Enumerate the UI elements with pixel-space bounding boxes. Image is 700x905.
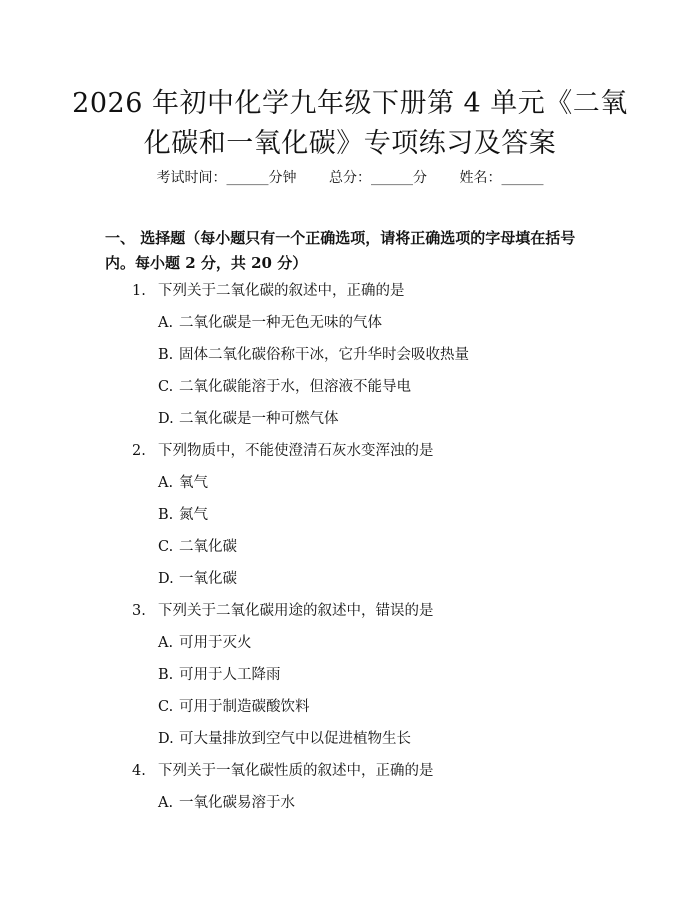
option-text: 一氧化碳 <box>179 571 237 587</box>
q3-option-a <box>158 633 252 653</box>
option-text: 可大量排放到空气中以促进植物生长 <box>179 731 411 747</box>
q2-option-d <box>158 569 237 589</box>
question-1 <box>132 281 405 301</box>
section-heading: 一、 选择题（每小题只有一个正确选项，请将正确选项的字母填在括号内。每小题 2 分，共 20 分） <box>105 229 576 272</box>
q3-option-b <box>158 665 281 685</box>
exam-info <box>0 168 700 188</box>
option-text: 一氧化碳易溶于水 <box>179 795 295 811</box>
question-4 <box>132 761 434 781</box>
option-letter: B. <box>158 507 174 523</box>
option-letter: B. <box>158 347 174 363</box>
option-letter: C. <box>158 699 174 715</box>
question-number: 1. <box>132 283 146 299</box>
q1-option-a <box>158 313 382 333</box>
option-letter: A. <box>158 475 174 491</box>
question-2 <box>132 441 434 461</box>
q4-option-a <box>158 793 295 813</box>
title-line-2: 化碳和一氧化碳》专项练习及答案 <box>143 128 557 159</box>
option-letter: C. <box>158 379 174 395</box>
option-text: 氧气 <box>179 475 208 491</box>
option-text: 氮气 <box>179 507 208 523</box>
question-number: 2. <box>132 443 146 459</box>
option-letter: D. <box>158 731 174 747</box>
question-3 <box>132 601 434 621</box>
title-line-1: 2026 年初中化学九年级下册第 4 单元《二氧 <box>72 88 628 119</box>
question-text: 下列物质中，不能使澄清石灰水变浑浊的是 <box>158 443 434 459</box>
exam-time: 考试时间：______分钟 <box>156 170 297 186</box>
q3-option-d <box>158 729 411 749</box>
q2-option-a <box>158 473 208 493</box>
option-text: 固体二氧化碳俗称干冰，它升华时会吸收热量 <box>179 347 469 363</box>
total-score: 总分：______分 <box>329 170 427 186</box>
q2-option-b <box>158 505 208 525</box>
option-text: 可用于人工降雨 <box>179 667 281 683</box>
q2-option-c <box>158 537 237 557</box>
q1-option-b <box>158 345 469 365</box>
option-letter: A. <box>158 795 174 811</box>
option-letter: A. <box>158 315 174 331</box>
question-number: 4. <box>132 763 146 779</box>
question-text: 下列关于二氧化碳的叙述中，正确的是 <box>158 283 405 299</box>
option-text: 二氧化碳 <box>179 539 237 555</box>
document-title <box>60 84 640 164</box>
option-letter: C. <box>158 539 174 555</box>
student-name: 姓名：______ <box>459 170 544 186</box>
option-text: 可用于灭火 <box>179 635 252 651</box>
option-text: 二氧化碳能溶于水，但溶液不能导电 <box>179 379 411 395</box>
option-letter: D. <box>158 571 174 587</box>
question-text: 下列关于二氧化碳用途的叙述中，错误的是 <box>158 603 434 619</box>
question-text: 下列关于一氧化碳性质的叙述中，正确的是 <box>158 763 434 779</box>
q1-option-d <box>158 409 339 429</box>
q3-option-c <box>158 697 310 717</box>
q1-option-c <box>158 377 411 397</box>
option-text: 二氧化碳是一种可燃气体 <box>179 411 339 427</box>
option-text: 可用于制造碳酸饮料 <box>179 699 310 715</box>
option-text: 二氧化碳是一种无色无味的气体 <box>179 315 382 331</box>
question-number: 3. <box>132 603 146 619</box>
option-letter: D. <box>158 411 174 427</box>
option-letter: A. <box>158 635 174 651</box>
option-letter: B. <box>158 667 174 683</box>
